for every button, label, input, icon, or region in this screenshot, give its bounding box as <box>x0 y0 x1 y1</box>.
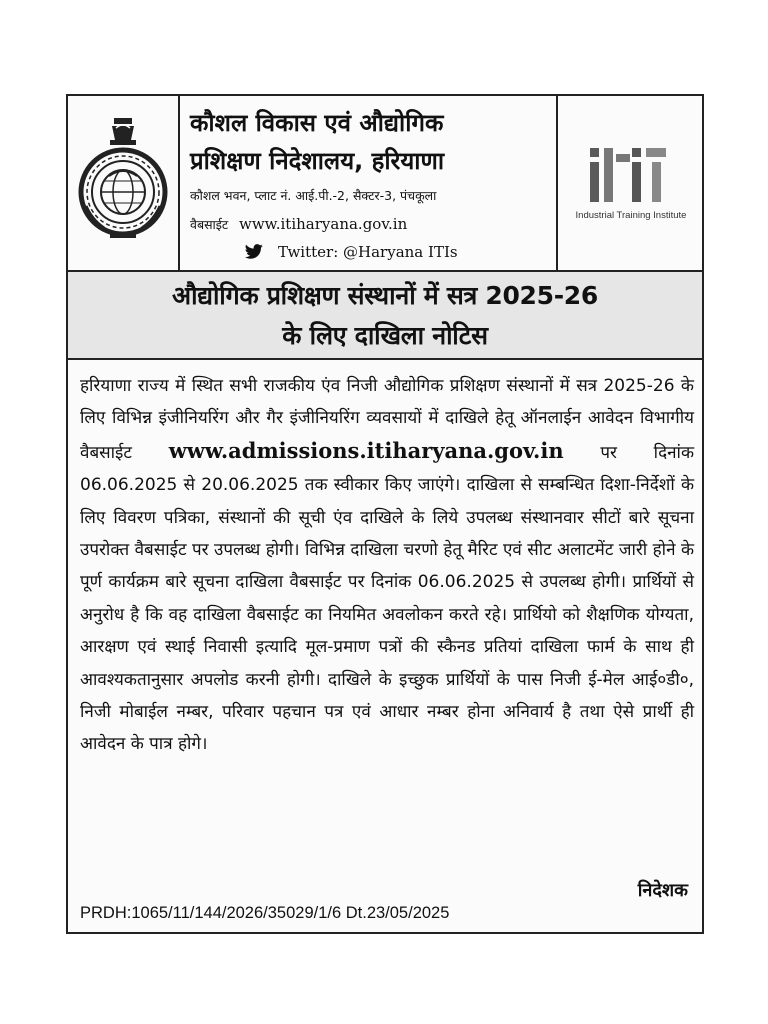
twitter-bird-icon <box>244 244 264 260</box>
department-name-line2: प्रशिक्षण निदेशालय, हरियाणा <box>190 147 445 175</box>
department-address: कौशल भवन, प्लाट नं. आई.पी.-2, सैक्टर-3, पंचकूला <box>190 188 437 203</box>
notice-body-part2: पर दिनांक 06.06.2025 से 20.06.2025 तक स्वीकार किए जाएंगे। दाखिला से सम्बन्धित दिशा-निर्देशों के लिए विवरण पत्रिका, संस्थानों की सूची एंव दाखिले के लिये उपलब्ध संस्थानवार सीटों बारे सूचना उपरोक्त वैबसाईट पर उपलब्ध होगी। विभिन्न दाखिला चरणो हेतू मैरिट एवं सीट अलाटमेंट जारी होने के पूर्ण कार्यक्रम बारे सूचना दाखिला वैबसाईट पर दिनांक 06.06.2025 से उपलब्ध होगी। प्रार्थियों से अनुरोध है कि वह दाखिला वैबसाईट का नियमित अवलोकन करते रहे। प्रार्थियो को शैक्षणिक योग्यता, आरक्षण एवं स्थाई निवासी इत्यादि मूल-प्रमाण पत्रों की स्कैनड प्रतियां दाखिला फार्म के साथ ही आवश्यकतानुसार अपलोड करनी होगी। दाखिले के इच्छुक प्रार्थियों के पास निजी ई-मेल आई०डी०, निजी मोबाईल नम्बर, परिवार पहचान पत्र एवं आधार नम्बर होना अनिवार्य है तथा ऐसे प्रार्थी ही आवेदन के पात्र होगे। <box>80 442 695 755</box>
reference-code: PRDH:1065/11/144/2026/35029/1/6 Dt.23/05/2025 <box>80 904 450 922</box>
admission-notice <box>66 94 704 934</box>
notice-title <box>68 272 702 360</box>
haryana-state-emblem-icon <box>76 116 170 246</box>
department-website-row <box>190 214 552 235</box>
department-name <box>190 104 552 180</box>
notice-header <box>68 96 702 272</box>
notice-title-line2: के लिए दाखिला नोटिस <box>282 321 488 350</box>
website-label: वैबसाईट <box>190 217 229 232</box>
notice-title-line1: औद्योगिक प्रशिक्षण संस्थानों में सत्र 2025-26 <box>172 281 598 310</box>
department-twitter-row <box>244 242 544 262</box>
department-website: www.itiharyana.gov.in <box>239 215 408 233</box>
signatory: निदेशक <box>637 880 688 901</box>
department-name-line1: कौशल विकास एवं औद्योगिक <box>190 109 444 137</box>
iti-tagline: Industrial Training Institute <box>575 210 687 221</box>
notice-body-part1: हरियाणा राज्य में स्थित सभी राजकीय एंव निजी औद्योगिक प्रशिक्षण संस्थानों में सत्र 2025-26 के लिए विभिन्न इंजीनियरिंग और गैर इंजीनियरिंग व्यवसायों में दाखिले हेतू ऑनलाईन आवेदन विभागीय वैबसाईट <box>80 376 694 463</box>
admissions-website: www.admissions.itiharyana.gov.in <box>168 437 564 463</box>
notice-body <box>80 370 694 761</box>
department-twitter: Twitter: @Haryana ITIs <box>278 243 458 261</box>
logo-cell <box>558 96 702 270</box>
seal-cell <box>68 96 180 270</box>
department-cell <box>180 96 558 270</box>
